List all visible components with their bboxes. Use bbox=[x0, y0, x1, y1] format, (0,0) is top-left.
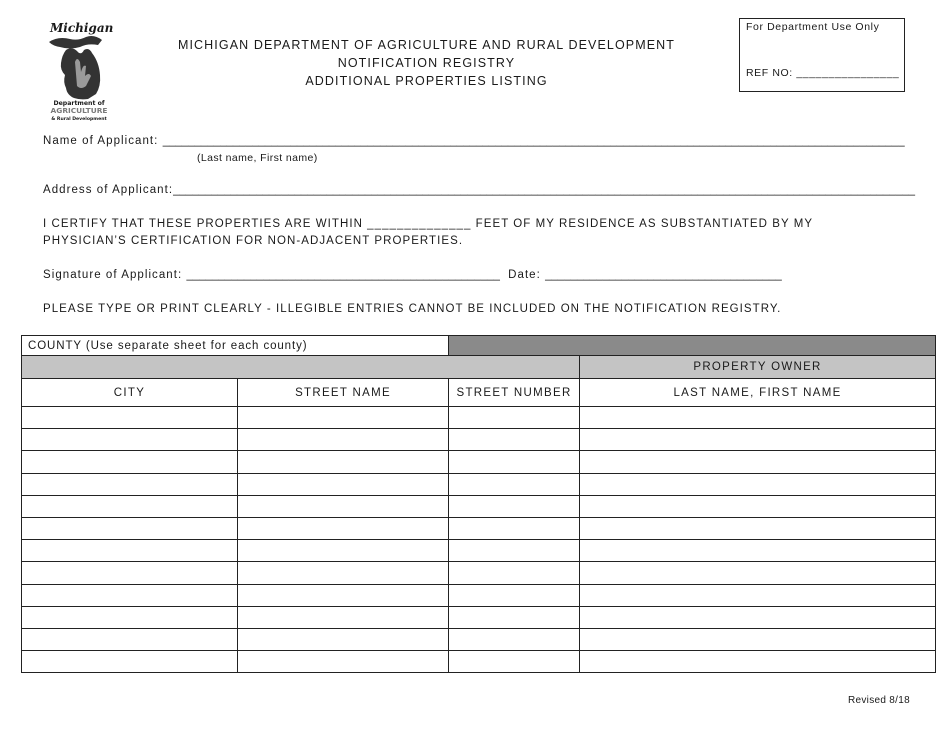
owner-name-cell[interactable] bbox=[580, 407, 936, 429]
owner-name-cell[interactable] bbox=[580, 517, 936, 539]
table-row bbox=[22, 517, 936, 539]
logo-text-line3: & Rural Development bbox=[51, 117, 107, 122]
header-line-3: ADDITIONAL PROPERTIES LISTING bbox=[305, 74, 548, 88]
street-name-cell[interactable] bbox=[238, 540, 449, 562]
legibility-notice: PLEASE TYPE OR PRINT CLEARLY - ILLEGIBLE ENTRIES CANNOT BE INCLUDED ON THE NOTIFICATION REGISTRY. bbox=[43, 303, 782, 315]
owner-name-cell[interactable] bbox=[580, 495, 936, 517]
street-number-cell[interactable] bbox=[449, 562, 580, 584]
street-number-cell[interactable] bbox=[449, 584, 580, 606]
street-number-cell[interactable] bbox=[449, 540, 580, 562]
col-header-owner-name: LAST NAME, FIRST NAME bbox=[580, 379, 936, 407]
city-cell[interactable] bbox=[22, 473, 238, 495]
owner-name-cell[interactable] bbox=[580, 651, 936, 673]
name-hint: (Last name, First name) bbox=[197, 152, 318, 164]
properties-table bbox=[21, 335, 936, 673]
logo-wordmark: Michigan bbox=[50, 21, 114, 35]
address-label: Address of Applicant: bbox=[43, 184, 174, 196]
certify-line-1: I CERTIFY THAT THESE PROPERTIES ARE WITHIN ______________ FEET OF MY RESIDENCE AS SUBSTANTIATED BY MY bbox=[43, 218, 814, 230]
street-name-cell[interactable] bbox=[238, 628, 449, 650]
city-cell[interactable] bbox=[22, 606, 238, 628]
ref-no-label: REF NO: bbox=[746, 67, 793, 79]
table-row bbox=[22, 407, 936, 429]
owner-name-cell[interactable] bbox=[580, 473, 936, 495]
table-row bbox=[22, 651, 936, 673]
logo-text-line1: Department of bbox=[53, 100, 105, 107]
owner-name-cell[interactable] bbox=[580, 606, 936, 628]
city-cell[interactable] bbox=[22, 562, 238, 584]
address-row bbox=[43, 184, 915, 196]
county-row bbox=[22, 336, 936, 356]
owner-name-cell[interactable] bbox=[580, 584, 936, 606]
street-number-cell[interactable] bbox=[449, 495, 580, 517]
street-name-cell[interactable] bbox=[238, 517, 449, 539]
street-name-cell[interactable] bbox=[238, 651, 449, 673]
table-row bbox=[22, 451, 936, 473]
date-label: Date: bbox=[508, 269, 541, 281]
street-number-cell[interactable] bbox=[449, 473, 580, 495]
street-number-cell[interactable] bbox=[449, 517, 580, 539]
owner-name-cell[interactable] bbox=[580, 429, 936, 451]
name-label: Name of Applicant: bbox=[43, 135, 159, 147]
signature-row bbox=[43, 269, 782, 281]
column-header-row bbox=[22, 379, 936, 407]
table-row bbox=[22, 562, 936, 584]
street-number-cell[interactable] bbox=[449, 429, 580, 451]
owner-name-cell[interactable] bbox=[580, 540, 936, 562]
street-number-cell[interactable] bbox=[449, 606, 580, 628]
street-number-cell[interactable] bbox=[449, 651, 580, 673]
street-name-cell[interactable] bbox=[238, 451, 449, 473]
certify-line-2: PHYSICIAN’S CERTIFICATION FOR NON-ADJACENT PROPERTIES. bbox=[43, 235, 464, 247]
date-blank[interactable]: _____________________________________ bbox=[545, 269, 782, 281]
street-name-cell[interactable] bbox=[238, 606, 449, 628]
city-cell[interactable] bbox=[22, 429, 238, 451]
form-header bbox=[150, 36, 703, 90]
table-row bbox=[22, 628, 936, 650]
table-row bbox=[22, 429, 936, 451]
address-group-shaded-cell bbox=[22, 356, 580, 379]
ref-no-blank[interactable]: ________________ bbox=[796, 67, 900, 79]
street-number-cell[interactable] bbox=[449, 451, 580, 473]
table-row bbox=[22, 473, 936, 495]
header-line-2: NOTIFICATION REGISTRY bbox=[337, 56, 516, 70]
property-owner-header: PROPERTY OWNER bbox=[580, 356, 936, 379]
header-line-1: MICHIGAN DEPARTMENT OF AGRICULTURE AND RURAL DEVELOPMENT bbox=[177, 38, 676, 52]
city-cell[interactable] bbox=[22, 451, 238, 473]
street-name-cell[interactable] bbox=[238, 473, 449, 495]
street-name-cell[interactable] bbox=[238, 562, 449, 584]
owner-group-row bbox=[22, 356, 936, 379]
street-name-cell[interactable] bbox=[238, 495, 449, 517]
name-row bbox=[43, 135, 905, 147]
michigan-logo-graphic bbox=[44, 20, 114, 122]
county-shaded-cell bbox=[449, 336, 936, 356]
name-blank[interactable]: ____________________________________________________________________________________________________________________ bbox=[162, 135, 905, 147]
table-row bbox=[22, 495, 936, 517]
signature-blank[interactable]: _________________________________________________ bbox=[186, 269, 500, 281]
street-number-cell[interactable] bbox=[449, 407, 580, 429]
ref-no-field bbox=[746, 67, 899, 79]
city-cell[interactable] bbox=[22, 584, 238, 606]
department-use-box bbox=[739, 18, 905, 92]
street-name-cell[interactable] bbox=[238, 407, 449, 429]
signature-label: Signature of Applicant: bbox=[43, 269, 183, 281]
owner-name-cell[interactable] bbox=[580, 562, 936, 584]
city-cell[interactable] bbox=[22, 407, 238, 429]
owner-name-cell[interactable] bbox=[580, 628, 936, 650]
street-name-cell[interactable] bbox=[238, 429, 449, 451]
table-row bbox=[22, 584, 936, 606]
revision-date: Revised 8/18 bbox=[848, 695, 910, 706]
city-cell[interactable] bbox=[22, 495, 238, 517]
mdard-logo bbox=[44, 20, 114, 122]
county-field[interactable]: COUNTY (Use separate sheet for each county) bbox=[22, 336, 449, 356]
table-row bbox=[22, 606, 936, 628]
col-header-city: CITY bbox=[22, 379, 238, 407]
city-cell[interactable] bbox=[22, 651, 238, 673]
col-header-street-name: STREET NAME bbox=[238, 379, 449, 407]
city-cell[interactable] bbox=[22, 517, 238, 539]
department-use-title: For Department Use Only bbox=[746, 21, 880, 33]
street-number-cell[interactable] bbox=[449, 628, 580, 650]
address-blank[interactable]: ____________________________________________________________________________________________________________________ bbox=[173, 184, 916, 196]
logo-text-line2: AGRICULTURE bbox=[50, 106, 108, 115]
owner-name-cell[interactable] bbox=[580, 451, 936, 473]
col-header-street-number: STREET NUMBER bbox=[449, 379, 580, 407]
street-name-cell[interactable] bbox=[238, 584, 449, 606]
city-cell[interactable] bbox=[22, 628, 238, 650]
city-cell[interactable] bbox=[22, 540, 238, 562]
table-row bbox=[22, 540, 936, 562]
